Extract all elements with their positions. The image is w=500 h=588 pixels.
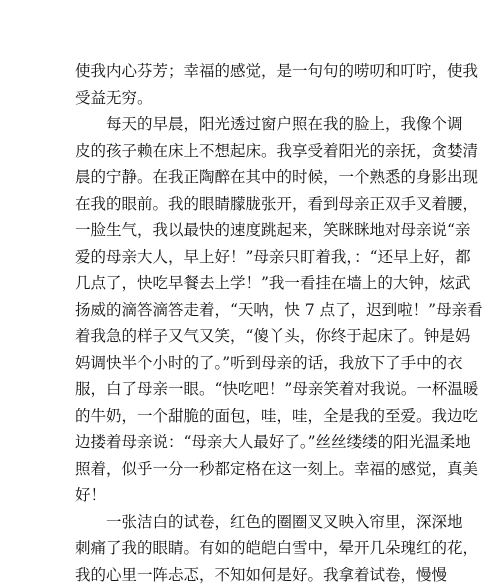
text-line: 的牛奶，一个甜脆的面包，哇，哇，全是我的至爱。我边吃 (75, 406, 479, 425)
text-line: 使我内心芬芳；幸福的感觉，是一句句的唠叨和叮咛，使我 (75, 62, 479, 80)
text-line: 着我急的样子又气又笑，“傻丫头，你终于起床了。钟是妈 (75, 327, 471, 345)
text-line: 一脸生气，我以最快的速度跳起来，笑眯眯地对母亲说“亲 (75, 221, 471, 239)
text-line: 几点了，快吃早餐去上学！”我一看挂在墙上的大钟，炫武 (75, 274, 471, 292)
text-line: 一张洁白的试卷，红色的圈圈叉叉映入帘里，深深地 (106, 512, 463, 531)
text-line: 照着，似乎一分一秒都定格在这一刻上。幸福的感觉，真美 (75, 459, 479, 478)
paragraph-3 (75, 509, 479, 584)
text-line: 每天的早晨，阳光透过窗户照在我的脸上，我像个调 (106, 115, 463, 133)
paragraph-2 (75, 111, 483, 509)
text-line: 在我的眼前。我的眼睛朦胧张开，看到母亲正双手叉着腰， (75, 194, 479, 213)
text-line: 我的心里一阵忐忑，不知如何是好。我拿着试卷，慢慢 (75, 565, 448, 584)
text-line: 爱的母亲大人，早上好！”母亲只盯着我，：“还早上好，都 (75, 247, 471, 266)
text-line: 晨的宁静。在我正陶醉在其中的时候，一个熟悉的身影出现 (75, 168, 479, 186)
text-line: 好！ (75, 486, 107, 504)
text-line: 皮的孩子赖在床上不想起床。我享受着阳光的亲抚，贪婪清 (75, 141, 479, 160)
text-line: 刺痛了我的眼睛。有如的皑皑白雪中，晕开几朵瑰红的花， (75, 539, 479, 557)
text-line: 边搂着母亲说：“母亲大人最好了。”丝丝缕缕的阳光温柔地 (75, 433, 471, 451)
text-line: 服，白了母亲一眼。“快吃吧！”母亲笑着对我说。一杯温暖 (75, 380, 479, 398)
document-body (75, 58, 483, 584)
paragraph-1 (75, 58, 479, 111)
text-line: 妈调快半个小时的了。”听到母亲的话，我放下了手中的衣 (75, 353, 463, 372)
text-line: 受益无穷。 (75, 88, 153, 107)
text-line: 扬威的滴答滴答走着，“天呐，快 7 点了，迟到啦！”母亲看 (75, 300, 483, 319)
